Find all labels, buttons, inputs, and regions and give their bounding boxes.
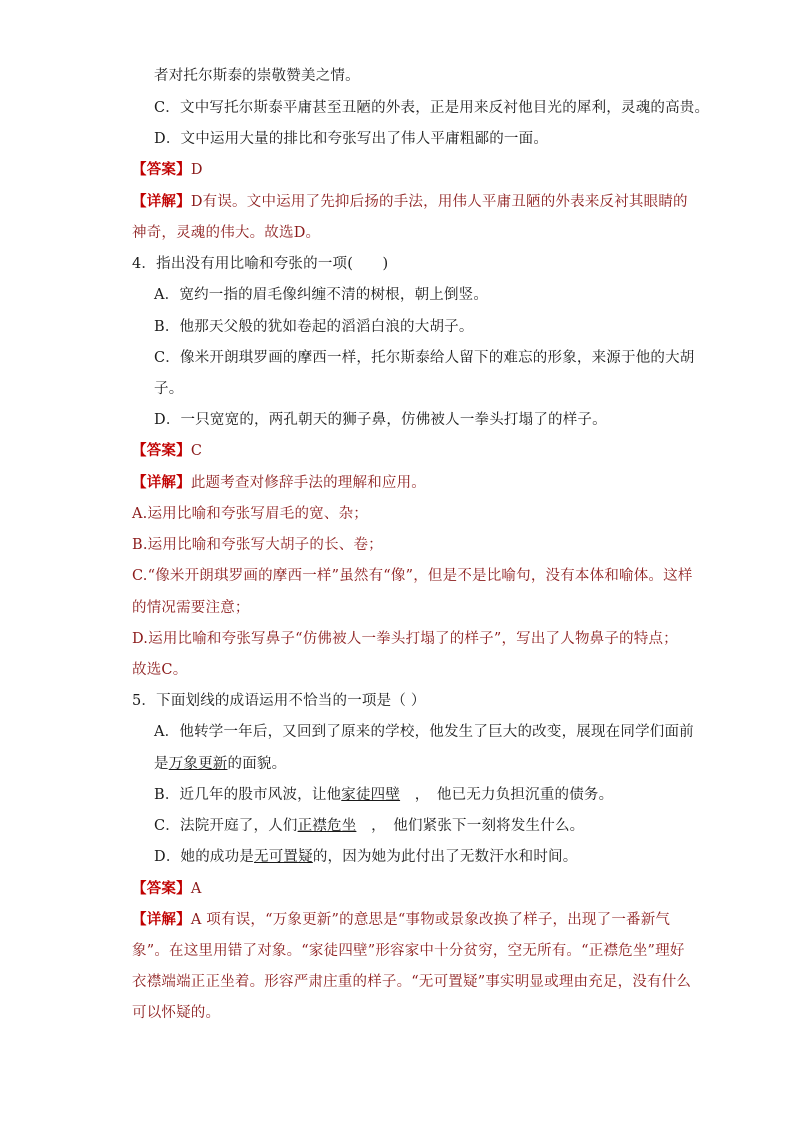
q5-option-d xyxy=(154,847,694,867)
text: 是 xyxy=(154,756,169,772)
q5-explanation-line-4: 可以怀疑的。 xyxy=(132,1005,221,1021)
text: 的，因为她为此付出了无数汗水和时间。 xyxy=(312,849,578,865)
answer-tag: 【答案】 xyxy=(132,442,191,459)
q3-option-b-continuation: 者对托尔斯泰的崇敬赞美之情。 xyxy=(154,68,360,84)
q4-explanation-intro xyxy=(132,473,672,493)
explain-text: D有误。文中运用了先抑后扬的手法，用伟人平庸丑陋的外表来反衬其眼睛的 xyxy=(190,194,688,210)
text: 的面貌。 xyxy=(227,756,287,772)
underlined-idiom: 万象更新 xyxy=(168,756,228,772)
explain-text: 此题考查对修辞手法的理解和应用。 xyxy=(190,475,427,491)
text: D．她的成功是 xyxy=(154,849,255,865)
q4-option-c-line-1: C．像米开朗琪罗画的摩西一样，托尔斯泰给人留下的难忘的形象，来源于他的大胡 xyxy=(154,350,695,366)
q3-option-c: C．文中写托尔斯泰平庸甚至丑陋的外表，正是用来反衬他目光的犀利，灵魂的高贵。 xyxy=(154,100,710,116)
q4-stem: 4．指出没有用比喻和夸张的一项( ) xyxy=(132,256,389,272)
answer-tag: 【答案】 xyxy=(132,880,191,897)
text: B．近几年的股市风波，让他 xyxy=(154,787,342,803)
q5-explanation-line-1 xyxy=(132,910,672,930)
answer-value: D xyxy=(190,162,203,178)
q4-option-b: B．他那天父般的犹如卷起的滔滔白浪的大胡子。 xyxy=(154,319,474,335)
q5-option-a-line-1: A．他转学一年后，又回到了原来的学校，他发生了巨大的改变，展现在同学们面前 xyxy=(154,724,694,740)
q5-option-c xyxy=(154,816,694,836)
q4-explanation-d: D.运用比喻和夸张写鼻子“仿佛被人一拳头打塌了的样子”，写出了人物鼻子的特点； xyxy=(132,631,678,647)
q3-explanation-line-1 xyxy=(132,192,688,212)
explain-tag: 【详解】 xyxy=(132,911,191,928)
q4-explanation-c-line-1: C.“像米开朗琪罗画的摩西一样”虽然有“像”，但是不是比喻句，没有本体和喻体。这样 xyxy=(132,568,693,584)
q4-conclusion: 故选C。 xyxy=(132,662,188,678)
underlined-idiom: 正襟危坐 xyxy=(297,818,357,834)
underlined-idiom: 无可置疑 xyxy=(254,849,313,865)
q4-option-d: D．一只宽宽的，两孔朝天的狮子鼻，仿佛被人一拳头打塌了的样子。 xyxy=(154,412,607,428)
q4-explanation-b: B.运用比喻和夸张写大胡子的长、卷； xyxy=(132,537,383,553)
q5-answer xyxy=(132,879,672,899)
text: ， 他已无力负担沉重的债务。 xyxy=(400,787,614,803)
answer-tag: 【答案】 xyxy=(132,161,191,178)
q3-answer xyxy=(132,160,672,180)
q4-option-a: A．宽约一指的眉毛像纠缠不清的树根，朝上倒竖。 xyxy=(154,287,489,303)
q4-explanation-a: A.运用比喻和夸张写眉毛的宽、杂； xyxy=(132,506,368,522)
explain-tag: 【详解】 xyxy=(132,193,191,210)
text: C．法院开庭了，人们 xyxy=(154,818,298,834)
explain-text: A 项有误，“万象更新”的意思是“事物或景象改换了样子，出现了一番新气 xyxy=(190,912,671,928)
q4-answer xyxy=(132,441,672,461)
q4-option-c-line-2: 子。 xyxy=(154,381,184,397)
q3-explanation-line-2: 神奇，灵魂的伟大。故选D。 xyxy=(132,225,321,241)
q3-option-d: D．文中运用大量的排比和夸张写出了伟人平庸粗鄙的一面。 xyxy=(154,131,549,147)
q4-explanation-c-line-2: 的情况需要注意； xyxy=(132,600,250,616)
answer-value: A xyxy=(190,881,202,897)
q5-option-a-line-2 xyxy=(154,754,694,774)
answer-value: C xyxy=(190,443,203,459)
q5-explanation-line-2: 象”。在这里用错了对象。“家徒四壁”形容家中十分贫穷，空无所有。“正襟危坐”理好 xyxy=(132,943,685,959)
q5-explanation-line-3: 衣襟端端正正坐着。形容严肃庄重的样子。“无可置疑”事实明显或理由充足，没有什么 xyxy=(132,974,692,990)
q5-option-b xyxy=(154,785,694,805)
q5-stem: 5．下面划线的成语运用不恰当的一项是（ ） xyxy=(132,693,426,709)
text: ， 他们紧张下一刻将发生什么。 xyxy=(356,818,585,834)
explain-tag: 【详解】 xyxy=(132,474,191,491)
underlined-idiom: 家徒四壁 xyxy=(341,787,401,803)
